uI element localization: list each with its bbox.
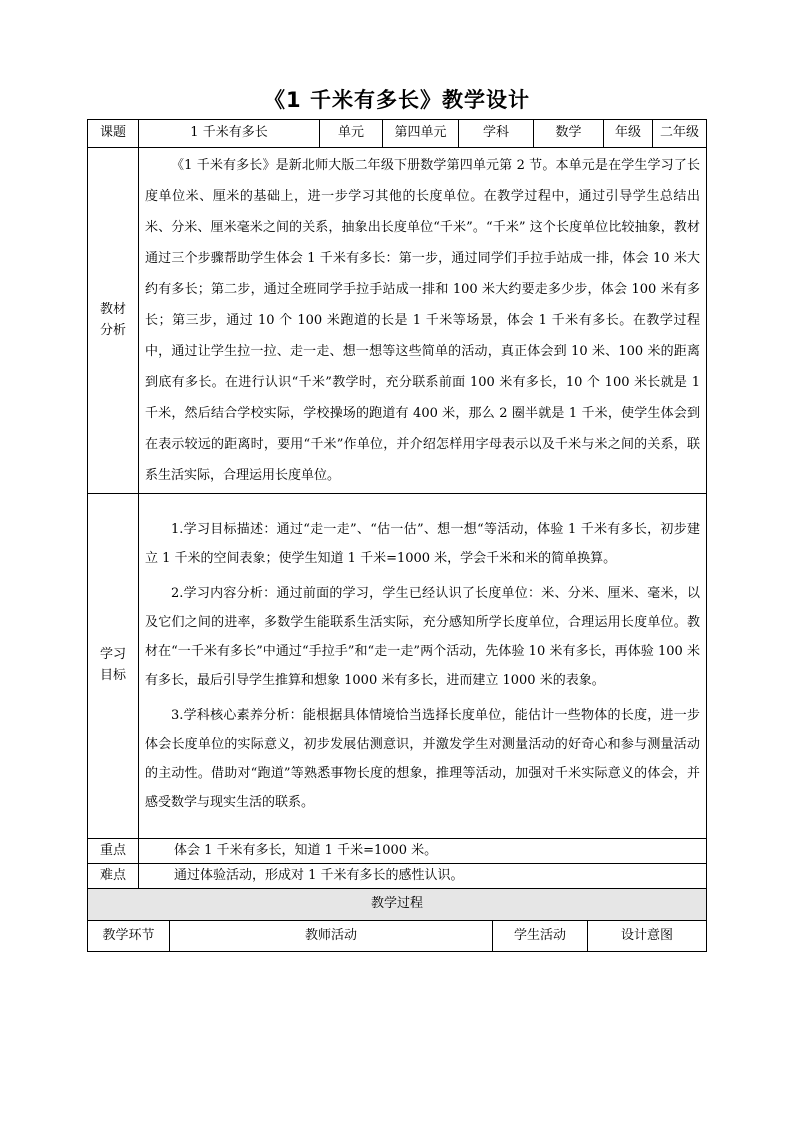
analysis-label-line1: 教材 [99, 301, 126, 317]
difficulty-text: 通过体验活动，形成对 1 千米有多长的感性认识。 [139, 864, 707, 889]
grade-label: 年级 [604, 120, 653, 148]
process-title: 教学过程 [88, 889, 707, 921]
grade-value: 二年级 [653, 120, 707, 148]
column-header-student-activity: 学生活动 [493, 921, 588, 952]
goals-content [139, 494, 707, 839]
column-header-design-intent: 设计意图 [588, 921, 707, 952]
goals-label [88, 494, 139, 839]
goal-paragraph-3: 3.学科核心素养分析：能根据具体情境恰当选择长度单位，能估计一些物体的长度，进一步体会长度单位的实际意义，初步发展估测意识，并激发学生对测量活动的好奇心和参与测量活动的主动性。借助对“跑道”等熟悉事物长度的想象，推理等活动，加强对千米实际意义的体会，并感受数学与现实生活的联系。 [145, 707, 700, 810]
key-point-label: 重点 [88, 839, 139, 864]
analysis-label [88, 148, 139, 494]
difficulty-label: 难点 [88, 864, 139, 889]
goals-label-line1: 学习 [99, 647, 126, 663]
teaching-process-table [87, 888, 707, 952]
unit-label: 单元 [320, 120, 383, 148]
column-header-stage: 教学环节 [88, 921, 170, 952]
page-title: 《1 千米有多长》教学设计 [264, 88, 530, 112]
subject-value: 数学 [534, 120, 604, 148]
topic-value: 1 千米有多长 [139, 120, 320, 148]
topic-label: 课题 [88, 120, 139, 148]
goal-paragraph-1: 1.学习目标描述：通过“走一走”、“估一估”、想一想“等活动，体验 1 千米有多长，初步建立 1 千米的空间表象；使学生知道 1 千米=1000 米，学会千米和米的简单换算。 [145, 521, 700, 566]
analysis-content [139, 148, 707, 494]
subject-label: 学科 [459, 120, 534, 148]
goals-label-line2: 目标 [99, 668, 126, 683]
key-point-text: 体会 1 千米有多长，知道 1 千米=1000 米。 [139, 839, 707, 864]
goal-paragraph-2: 2.学习内容分析：通过前面的学习，学生已经认识了长度单位：米、分米、厘米、毫米，以及它们之间的进率，多数学生能联系生活实际，充分感知所学长度单位，合理运用长度单位。教材在“一千米有多长”中通过“手拉手”和“走一走”两个活动，先体验 10 米有多长，再体验 100 米有多长，最后引导学生推算和想象 1000 米有多长，进而建立 1000 米的表象。 [145, 585, 700, 688]
unit-value: 第四单元 [383, 120, 459, 148]
lesson-info-table [87, 119, 707, 889]
analysis-text: 《1 千米有多长》是新北师大版二年级下册数学第四单元第 2 节。本单元是在学生学习了长度单位米、厘米的基础上，进一步学习其他的长度单位。在教学过程中，通过引导学生总结出米、分米、厘米毫米之间的关系，抽象出长度单位“千米”。“千米” 这个长度单位比较抽象，教材通过三个步骤帮助学生体会 1 千米有多长：第一步，通过同学们手拉手站成一排，体会 10 米大约有多长；第二步，通过全班同学手拉手站成一排和 100 米大约要走多少步，体会 100 米有多长；第三步，通过 10 个 100 米跑道的长是 1 千米等场景，体会 1 千米有多长。在教学过程中，通过让学生拉一拉、走一走、想一想等这些简单的活动，真正体会到 10 米、100 米的距离到底有多长。在进行认识“千米”教学时，充分联系前面 100 米有多长，10 个 100 米长就是 1 千米，然后结合学校实际，学校操场的跑道有 400 米，那么 2 圈半就是 1 千米，使学生体会到在表示较远的距离时，要用“千米”作单位，并介绍怎样用字母表示以及千米与米之间的关系，联系生活实际，合理运用长度单位。 [145, 158, 700, 483]
analysis-label-line2: 分析 [99, 322, 126, 338]
column-header-teacher-activity: 教师活动 [170, 921, 493, 952]
